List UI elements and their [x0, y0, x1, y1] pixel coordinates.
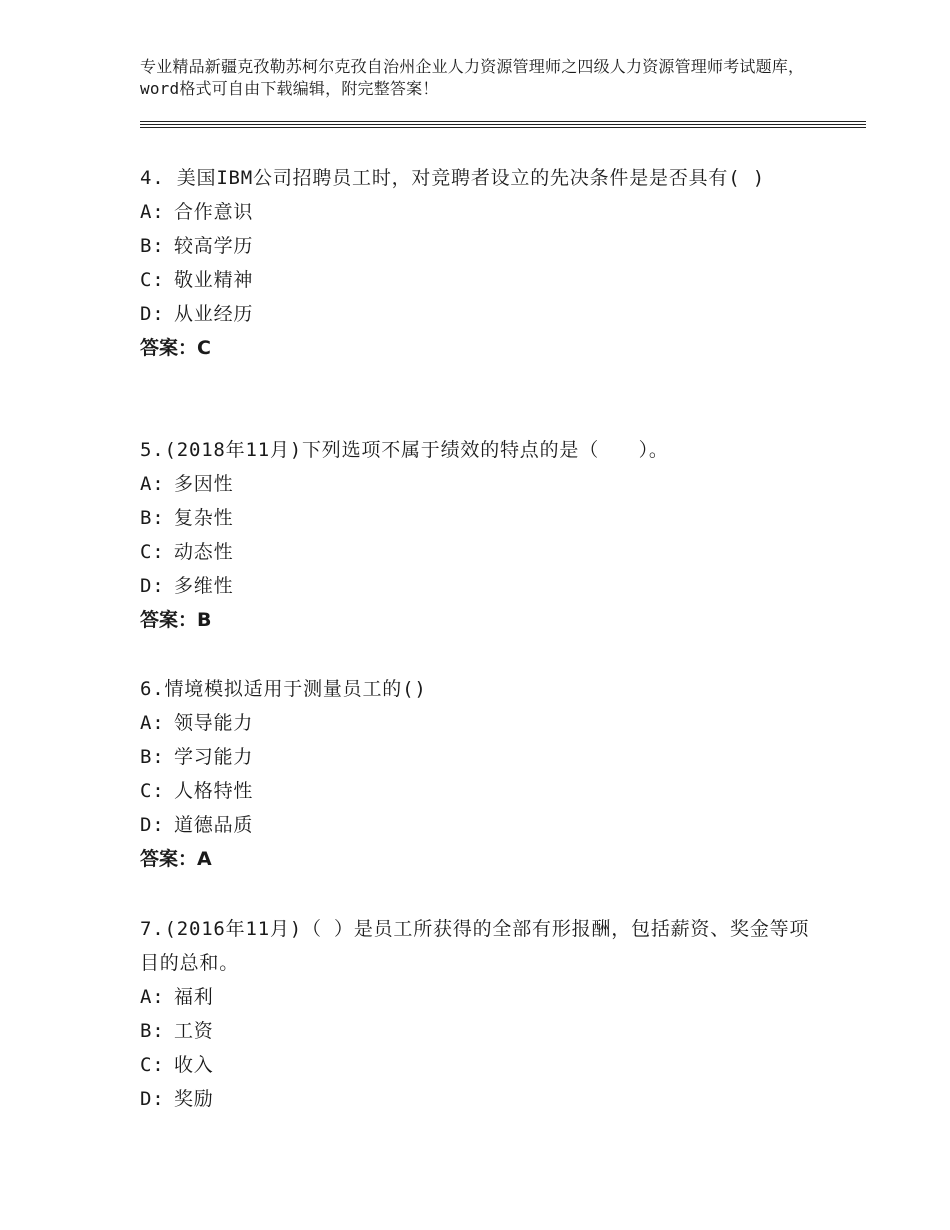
option-text: 人格特性 — [174, 780, 254, 802]
option-text: 福利 — [174, 986, 214, 1008]
header-divider — [140, 124, 866, 125]
option-text: 学习能力 — [174, 746, 254, 768]
option-b — [140, 501, 820, 535]
option-text: 奖励 — [174, 1088, 214, 1110]
header-divider — [140, 121, 866, 122]
option-letter: A: — [140, 201, 165, 223]
option-c — [140, 774, 820, 808]
option-letter: C: — [140, 780, 165, 802]
question-text: 4. 美国IBM公司招聘员工时，对竞聘者设立的先决条件是是否具有( ) — [140, 167, 765, 189]
option-b — [140, 740, 820, 774]
option-a — [140, 467, 820, 501]
question-6 — [140, 672, 820, 876]
answer-label: 答案：A — [140, 848, 212, 870]
option-text: 领导能力 — [174, 712, 254, 734]
header-divider — [140, 127, 866, 128]
option-d — [140, 808, 820, 842]
option-letter: A: — [140, 473, 165, 495]
question-text: 7.(2016年11月)（ ）是员工所获得的全部有形报酬，包括薪资、奖金等项目的总和。 — [140, 918, 810, 974]
option-letter: D: — [140, 303, 165, 325]
question-text: 6.情境模拟适用于测量员工的() — [140, 678, 427, 700]
option-letter: B: — [140, 746, 165, 768]
option-text: 道德品质 — [174, 814, 254, 836]
option-letter: B: — [140, 1020, 165, 1042]
option-letter: A: — [140, 986, 165, 1008]
option-text: 动态性 — [174, 541, 234, 563]
option-b — [140, 1014, 820, 1048]
option-b — [140, 229, 820, 263]
option-letter: C: — [140, 541, 165, 563]
option-a — [140, 195, 820, 229]
option-letter: C: — [140, 1054, 165, 1076]
option-text: 复杂性 — [174, 507, 234, 529]
option-letter: B: — [140, 507, 165, 529]
option-text: 收入 — [174, 1054, 214, 1076]
document-header: 专业精品新疆克孜勒苏柯尔克孜自治州企业人力资源管理师之四级人力资源管理师考试题库，word格式可自由下载编辑，附完整答案！ — [140, 57, 805, 98]
option-letter: D: — [140, 1088, 165, 1110]
question-4 — [140, 161, 820, 365]
option-text: 工资 — [174, 1020, 214, 1042]
option-letter: D: — [140, 575, 165, 597]
option-text: 多因性 — [174, 473, 234, 495]
option-letter: C: — [140, 269, 165, 291]
option-d — [140, 297, 820, 331]
question-5 — [140, 433, 820, 637]
option-letter: B: — [140, 235, 165, 257]
option-a — [140, 980, 820, 1014]
question-text: 5.(2018年11月)下列选项不属于绩效的特点的是（ ）。 — [140, 439, 669, 461]
option-letter: D: — [140, 814, 165, 836]
option-c — [140, 535, 820, 569]
answer-label: 答案：B — [140, 609, 212, 631]
option-letter: A: — [140, 712, 165, 734]
option-text: 多维性 — [174, 575, 234, 597]
option-text: 较高学历 — [174, 235, 254, 257]
option-d — [140, 1082, 820, 1116]
option-text: 从业经历 — [174, 303, 254, 325]
question-7 — [140, 912, 820, 1116]
option-a — [140, 706, 820, 740]
option-c — [140, 1048, 820, 1082]
option-d — [140, 569, 820, 603]
option-c — [140, 263, 820, 297]
option-text: 合作意识 — [174, 201, 254, 223]
option-text: 敬业精神 — [174, 269, 254, 291]
answer-label: 答案：C — [140, 337, 211, 359]
